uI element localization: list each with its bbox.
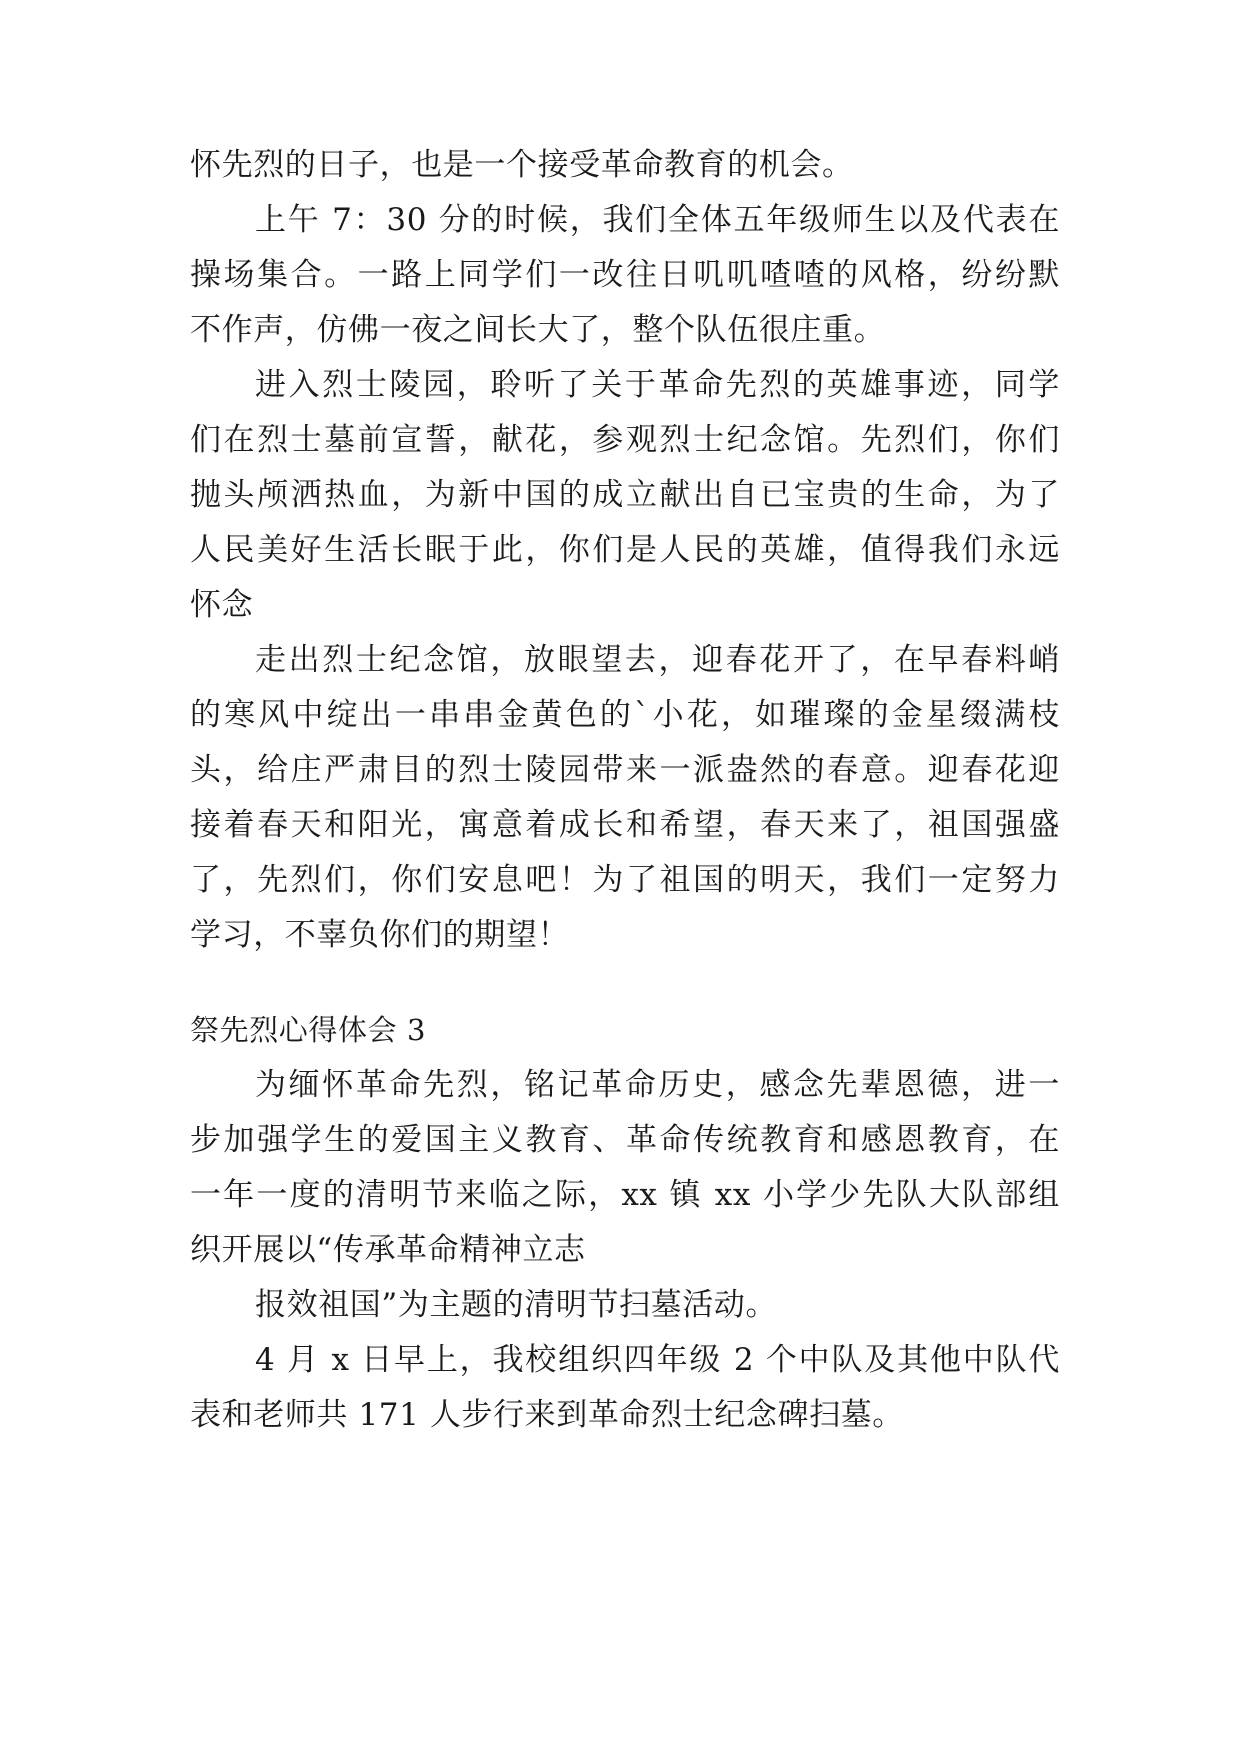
paragraph-line: 们在烈士墓前宣誓，献花，参观烈士纪念馆。先烈们，你们 bbox=[190, 422, 1060, 458]
section-heading: 祭先烈心得体会 3 bbox=[190, 1013, 427, 1047]
paragraph-line: 为缅怀革命先烈，铭记革命历史，感念先辈恩德，进一 bbox=[255, 1067, 1060, 1103]
paragraph-line: 表和老师共 171 人步行来到革命烈士纪念碑扫墓。 bbox=[190, 1397, 904, 1433]
paragraph-line: 人民美好生活长眠于此，你们是人民的英雄，值得我们永远 bbox=[190, 532, 1060, 568]
paragraph-line: 走出烈士纪念馆，放眼望去，迎春花开了，在早春料峭 bbox=[255, 642, 1060, 678]
paragraph-line: 4 月 x 日早上，我校组织四年级 2 个中队及其他中队代 bbox=[255, 1342, 1060, 1378]
paragraph-line: 上午 7：30 分的时候，我们全体五年级师生以及代表在 bbox=[255, 202, 1060, 238]
paragraph-line: 的寒风中绽出一串串金黄色的`小花，如璀璨的金星缀满枝 bbox=[190, 697, 1060, 733]
paragraph-line: 抛头颅洒热血，为新中国的成立献出自已宝贵的生命，为了 bbox=[190, 477, 1060, 513]
paragraph-line: 报效祖国”为主题的清明节扫墓活动。 bbox=[255, 1287, 778, 1323]
paragraph-line: 进入烈士陵园，聆听了关于革命先烈的英雄事迹，同学 bbox=[255, 367, 1060, 403]
paragraph-line: 一年一度的清明节来临之际，xx 镇 xx 小学少先队大队部组 bbox=[190, 1177, 1060, 1213]
paragraph-line: 头，给庄严肃目的烈士陵园带来一派盎然的春意。迎春花迎 bbox=[190, 752, 1060, 788]
paragraph-line: 不作声，仿佛一夜之间长大了，整个队伍很庄重。 bbox=[190, 312, 886, 348]
paragraph-line: 怀先烈的日子，也是一个接受革命教育的机会。 bbox=[190, 147, 854, 183]
paragraph-line: 步加强学生的爱国主义教育、革命传统教育和感恩教育，在 bbox=[190, 1122, 1060, 1158]
paragraph-line: 操场集合。一路上同学们一改往日叽叽喳喳的风格，纷纷默 bbox=[190, 257, 1060, 293]
paragraph-line: 学习，不辜负你们的期望！ bbox=[190, 917, 570, 953]
paragraph-line: 怀念 bbox=[190, 587, 254, 623]
paragraph-line: 接着春天和阳光，寓意着成长和希望，春天来了，祖国强盛 bbox=[190, 807, 1060, 843]
paragraph-line: 了，先烈们，你们安息吧！为了祖国的明天，我们一定努力 bbox=[190, 862, 1060, 898]
paragraph-line: 织开展以“传承革命精神立志 bbox=[190, 1232, 586, 1268]
